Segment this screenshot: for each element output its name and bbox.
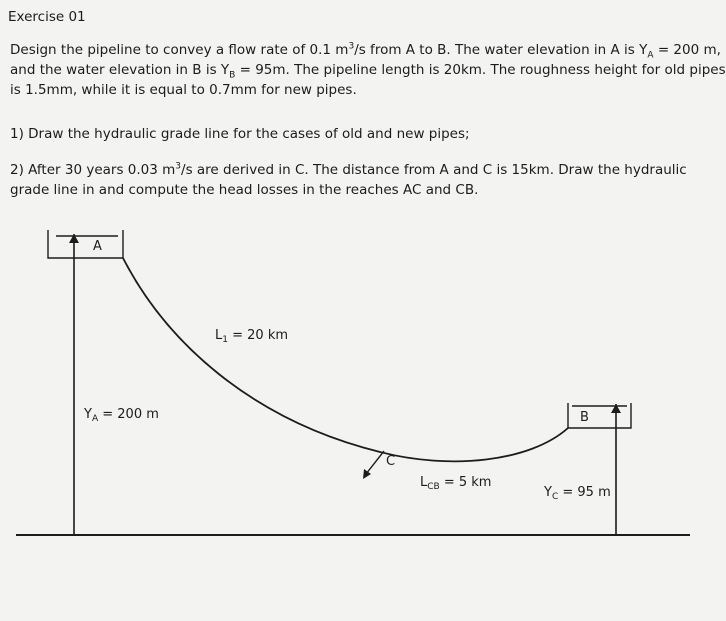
problem-line-3: is 1.5mm, while it is equal to 0.7mm for new pipes. [10,82,357,98]
question-1: 1) Draw the hydraulic grade line for the cases of old and new pipes; [10,126,470,142]
yc-label: $Y_C = 95$ m [544,485,611,502]
problem-line-1: Design the pipeline to convey a flow rate of 0.1 $m^3/s$ from A to B. The water elevation in A is $Y_A = 200$ m, [10,41,721,61]
arrow-down-icon [363,469,371,479]
junction-c-label: C [386,454,396,469]
reservoir-b-label: B [580,410,589,425]
ya-label: $Y_A = 200$ m [84,407,159,424]
reservoir-b [568,403,631,535]
problem-line-2: and the water elevation in B is $Y_B = 95m$. The pipeline length is 20km. The roughness height for old pipes [10,62,726,81]
reservoir-a [48,230,123,535]
withdrawal-c [363,451,395,479]
exercise-title: Exercise 01 [8,9,86,25]
lcb-label: $L_{CB} = 5$ km [420,475,492,492]
question-2-line-1: 2) After 30 years 0.03 $m^3/s$ are derived in C. The distance from A and C is 15km. Draw the hydraulic [10,161,687,178]
reservoir-a-label: A [93,239,102,254]
question-2-line-2: grade line in and compute the head losses in the reaches AC and CB. [10,182,479,198]
pipeline-curve [123,258,568,461]
l1-label: $L_1 = 20$ km [215,328,289,345]
